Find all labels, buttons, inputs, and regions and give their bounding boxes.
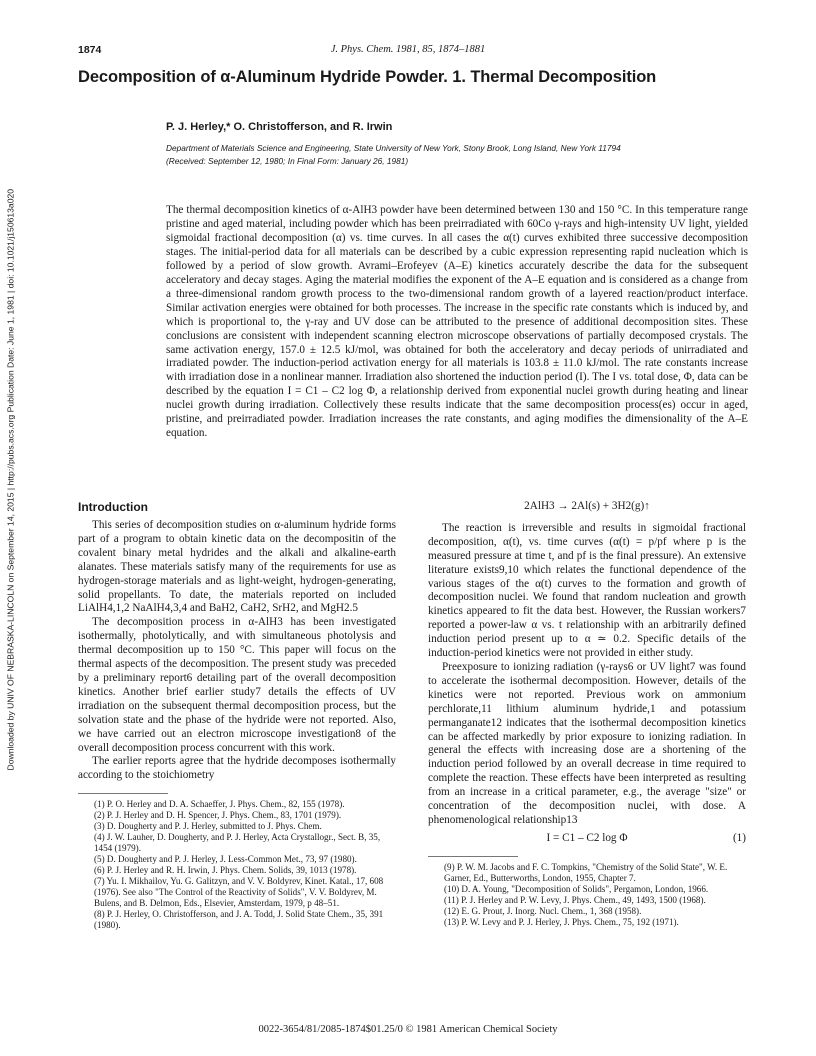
- reference: (9) P. W. M. Jacobs and F. C. Tompkins, "Chemistry of the Solid State", W. E. Garner, Ed., Butterworths, London, 1955, Chapter 7.: [444, 861, 728, 883]
- author-list: P. J. Herley,* O. Christofferson, and R. Irwin: [166, 121, 393, 133]
- affiliation-block: [166, 142, 621, 168]
- reference: (11) P. J. Herley and P. W. Levy, J. Phys. Chem., 49, 1493, 1500 (1968).: [444, 894, 706, 905]
- page-number: 1874: [78, 44, 102, 56]
- received-dates: (Received: September 12, 1980; In Final Form: January 26, 1981): [166, 156, 409, 166]
- reference: (3) D. Dougherty and P. J. Herley, submitted to J. Phys. Chem.: [94, 821, 322, 832]
- download-watermark-text: Downloaded by UNIV OF NEBRASKA-LINCOLN on September 14, 2015 | http://pubs.acs.org Publication Date: June 1, 1981 | doi: 10.1021/j150613a020: [5, 188, 16, 771]
- intro-paragraph-3: The earlier reports agree that the hydride decomposes isothermally according to the stoichiometry: [78, 755, 396, 782]
- reference: (2) P. J. Herley and D. H. Spencer, J. Phys. Chem., 83, 1701 (1979).: [94, 810, 342, 821]
- reference: (7) Yu. I. Mikhailov, Yu. G. Galitzyn, and V. V. Boldyrev, Kinet. Katal., 17, 608 (1976). See also "The Control of the Reactivity of Solids", V. V. Boldyrev, M. Bulens, and B. Delmon, Eds., Elsevier, Amsterdam, 1979, p 48–51.: [94, 876, 384, 909]
- affiliation: Department of Materials Science and Engineering, State University of New York, Stony Brook, Long Island, New York 11794: [166, 143, 621, 153]
- article-title: Decomposition of α-Aluminum Hydride Powder. 1. Thermal Decomposition: [78, 68, 657, 86]
- footnote-divider: [78, 793, 168, 794]
- reference: (10) D. A. Young, "Decomposition of Solids", Pergamon, London, 1966.: [444, 883, 709, 894]
- reference: (12) E. G. Prout, J. Inorg. Nucl. Chem., 1, 368 (1958).: [444, 905, 642, 916]
- journal-citation: J. Phys. Chem. 1981, 85, 1874–1881: [330, 44, 486, 55]
- download-watermark: [5, 188, 20, 771]
- intro-paragraph-1: This series of decomposition studies on α-aluminum hydride forms part of a program to obtain kinetic data on the decompositin of the covalent binary metal hydrides and the alkali and alkaline-earth alanates. These materials satisfy many of the requirements for use as hydrogen-storage materials and as light-weight, hydrogen-generating, solid propellants. To date, the materials reported on included LiAlH4,1,2 NaAlH4,3,4 and BaH2, CaH2, SrH2, and MgH2.5: [78, 519, 396, 615]
- reference: (13) P. W. Levy and P. J. Herley, J. Phys. Chem., 75, 192 (1971).: [444, 916, 679, 927]
- stoichiometry-equation: 2AlH3 → 2Al(s) + 3H2(g)↑: [524, 500, 650, 512]
- footnote-divider: [428, 856, 518, 857]
- copyright-footer: 0022-3654/81/2085-1874$01.25/0 © 1981 American Chemical Society: [258, 1024, 558, 1035]
- abstract: The thermal decomposition kinetics of α-AlH3 powder have been determined between 130 and 150 °C. In this temperature range pristine and aged material, including powder which has been preirradiated with 60Co γ-rays and high-intensity UV light, yielded sigmoidal fractional decomposition (α) vs. time curves. In all cases the α(t) curves exhibited three successive decomposition stages. The initial-period data for all materials can be described by a cubic expression representing rapid nucleation which is followed by a period of slow growth. Avrami–Erofeyev (A–E) kinetics accurately describe the data for the subsequent acceleratory and decay stages. Aging the material modifies the exponent of the A–E equation and is considered as a change from a three-dimensional random growth process to the two-dimensional random growth of a layered reaction/product interface. Similar activation energies were obtained for both processes. The increase in the specific rate constants which is induced by, and which is proportional to, the γ-ray and UV dose can be attributed to the presence of additional decomposition sites. These conclusions are consistent with independent scanning electron microscope observations of partially decomposed crystals. The same activation energy, 157.0 ± 12.5 kJ/mol, was obtained for both the acceleratory and decay periods of unirradiated and irradiated powder. The induction-period activation energy for all materials is 103.8 ± 11.0 kJ/mol. The rate constants increase with irradiation dose in a nonlinear manner. Irradiation also shortened the induction period (I). The I vs. total dose, Φ, data can be described by the equation I = C1 – C2 log Φ, a relationship derived from exponential nuclei growth during heating and linear nuclei growth during irradiation. Collectively these results indicate that the same decomposition process(es) occur in aged, pristine, and preirradiated powder. Irradiation increases the rate constants, and aging modifies the dimensionality of the A–E equation.: [166, 204, 748, 440]
- reference: (8) P. J. Herley, O. Christofferson, and J. A. Todd, J. Solid State Chem., 35, 391 (1980).: [94, 909, 384, 931]
- reference: (6) P. J. Herley and R. H. Irwin, J. Phys. Chem. Solids, 39, 1013 (1978).: [94, 865, 357, 876]
- reference: (4) J. W. Lauher, D. Dougherty, and P. J. Herley, Acta Crystallogr., Sect. B, 35, 1454 (1979).: [94, 832, 381, 854]
- references-left: [78, 799, 396, 931]
- body-paragraph-1: The reaction is irreversible and results in sigmoidal fractional decomposition, α(t), vs. time curves (α(t) = p/pf where p is the measured pressure at time t, and pf is the final pressure). An extensive literature exists9,10 which relates the functional dependence of the various stages of the α(t) curves to the formation and growth of decomposition nuclei. We found that random nucleation and growth kinetics appeared to fit the data best. However, the Russian workers7 reported a power-law α vs. t relationship with an arbitrarily defined induction period present up to α ≃ 0.2. Specific details of the induction-period kinetics were not provided in either study.: [428, 521, 746, 660]
- left-column: [78, 500, 396, 931]
- references-right: [428, 862, 746, 928]
- body-paragraph-2: Preexposure to ionizing radiation (γ-rays6 or UV light7 was found to accelerate the isothermal decomposition. However, details of the kinetics were not reported. Previous work on ammonium perchlorate,11 lithium aluminum hydride,1 and potassium permanganate12 indicates that the isothermal decomposition kinetics can be affected markedly by prior exposure to ionizing radiation. In general the effects with increasing dose are a shortening of the induction period followed by an overall decrease in time required to complete the reaction. These effects have been interpreted as resulting from an increase in a critical parameter, e.g., the average "size" or concentration of the decomposition nuclei, with dose. A phenomenological relationship13: [428, 660, 746, 826]
- equation-1-text: I = C1 – C2 log Φ: [546, 831, 628, 844]
- equation-1: [428, 832, 746, 846]
- intro-paragraph-2: The decomposition process in α-AlH3 has been investigated isothermally, photolytically, and with simultaneous photolysis and thermal decomposition up to 150 °C. This paper will focus on the thermal aspects of the decomposition. The present study was preceded by a preliminary report6 detailing part of the overall decomposition kinetics. Another brief earlier study7 details the effects of UV irradiation on the subsequent thermal decomposition process, but the solvation state and the phase of the hydride were not reported. Also, we have carried out an electron microscope investigation8 of the overall decomposition process concurrent with this work.: [78, 616, 396, 754]
- reference: (1) P. O. Herley and D. A. Schaeffer, J. Phys. Chem., 82, 155 (1978).: [94, 799, 345, 810]
- section-heading-introduction: Introduction: [78, 500, 148, 514]
- right-column: [428, 500, 746, 928]
- equation-1-number: (1): [732, 831, 746, 844]
- reference: (5) D. Dougherty and P. J. Herley, J. Less-Common Met., 73, 97 (1980).: [94, 854, 357, 865]
